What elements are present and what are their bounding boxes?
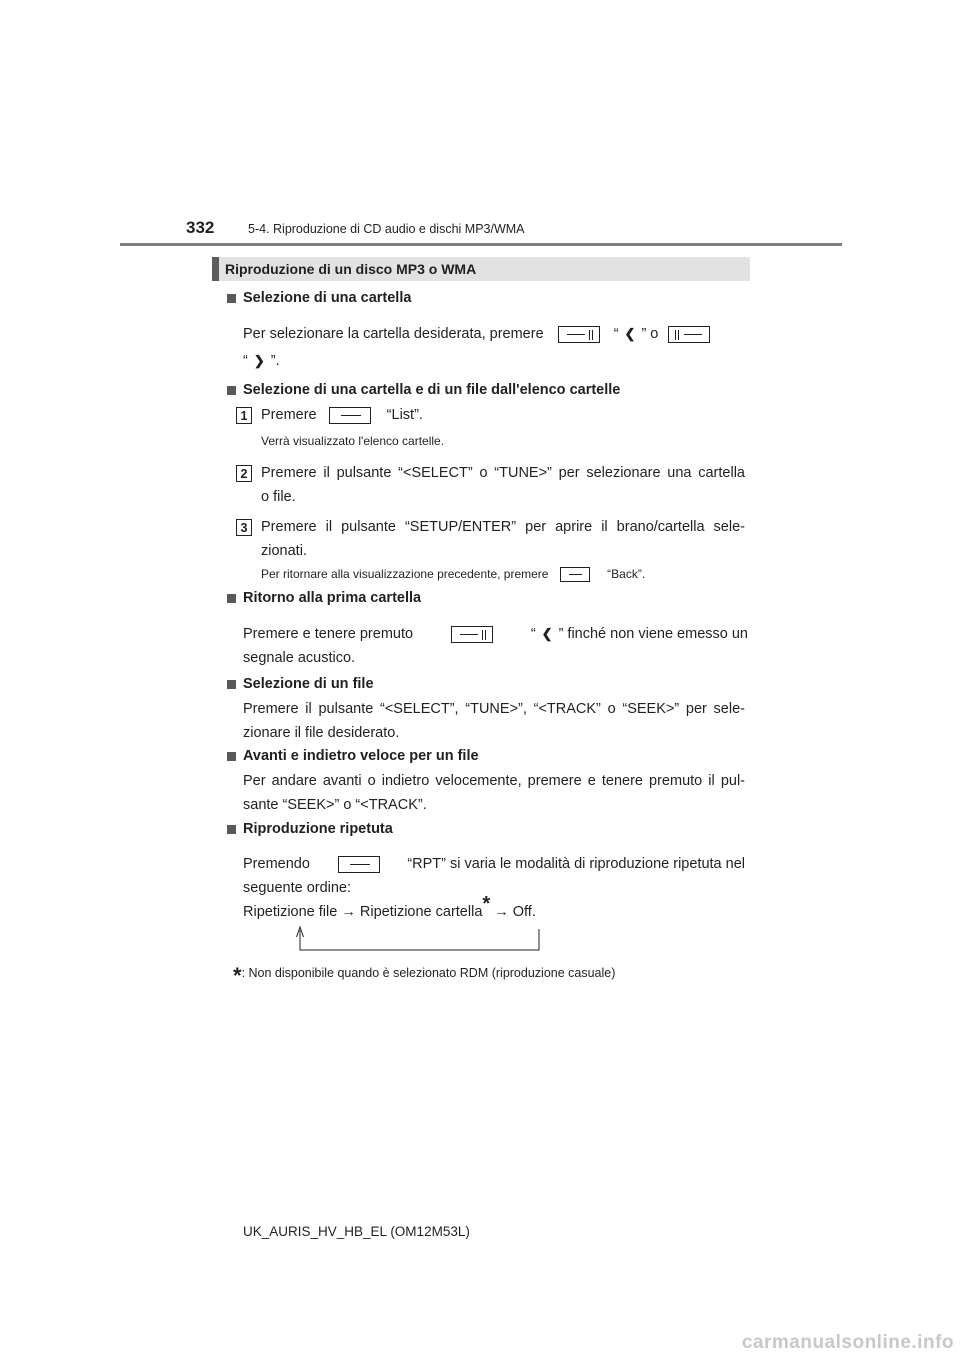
document-code: UK_AURIS_HV_HB_EL (OM12M53L) <box>243 1224 470 1239</box>
footnote: *: Non disponibile quando è selezionato RDM (riproduzione casuale) <box>233 963 616 988</box>
header-divider <box>120 243 842 246</box>
chevron-right-icon: ❯ <box>253 353 265 368</box>
folder-list-heading: Selezione di una cartella e di un file dall'elenco cartelle <box>243 382 621 398</box>
list-button-icon <box>329 407 371 424</box>
file-select-heading: Selezione di un file <box>243 676 374 692</box>
file-select-line1: Premere il pulsante “<SELECT”, “TUNE>”, “<TRACK” o “SEEK>” per sele- <box>243 701 745 717</box>
first-folder-line1: Premere e tenere premuto “ ❮ ” finché non viene emesso un <box>243 622 748 646</box>
section-heading: Riproduzione di un disco MP3 o WMA <box>225 261 477 277</box>
folder-select-line1: Per selezionare la cartella desiderata, premere “ ❮ ” o <box>243 322 748 346</box>
section-title: 5-4. Riproduzione di CD audio e dischi MP3/WMA <box>248 222 525 236</box>
asterisk: * <box>482 893 491 916</box>
chevron-left-icon: ❮ <box>624 326 636 341</box>
folder-select-text: Per selezionare la cartella desiderata, premere <box>243 326 544 342</box>
bullet-square-icon <box>227 680 236 689</box>
heading-accent <box>212 257 219 281</box>
first-folder-heading: Ritorno alla prima cartella <box>243 590 422 606</box>
step2-line1: Premere il pulsante “<SELECT” o “TUNE>” per selezionare una cartella <box>261 465 745 481</box>
arrow-right-icon: → <box>494 904 509 920</box>
bullet-square-icon <box>227 386 236 395</box>
folder-select-heading: Selezione di una cartella <box>243 290 412 306</box>
bullet-square-icon <box>227 752 236 761</box>
arrow-right-icon: → <box>341 904 356 920</box>
step3-note: Per ritornare alla visualizzazione precedente, premere “Back”. <box>261 567 646 581</box>
step3-line2: zionati. <box>261 543 307 559</box>
repeat-line1: Premendo “RPT” si varia le modalità di riproduzione ripetuta nel <box>243 856 745 872</box>
left-button-icon <box>558 326 600 343</box>
fast-forward-heading: Avanti e indietro veloce per un file <box>243 748 479 764</box>
step3-line1: Premere il pulsante “SETUP/ENTER” per aprire il brano/cartella sele- <box>261 519 745 535</box>
bullet-square-icon <box>227 294 236 303</box>
watermark: carmanualsonline.info <box>741 1332 954 1353</box>
step2-line2: o file. <box>261 489 296 505</box>
asterisk: * <box>233 963 242 988</box>
repeat-sequence: Ripetizione file → Ripetizione cartella* → Off. <box>243 893 536 920</box>
step-number: 1 <box>236 407 252 424</box>
fast-forward-line1: Per andare avanti o indietro velocemente, premere e tenere premuto il pul- <box>243 773 745 789</box>
step-number: 2 <box>236 465 252 482</box>
bullet-square-icon <box>227 825 236 834</box>
section-heading-bar <box>212 257 750 281</box>
right-button-icon <box>668 326 710 343</box>
back-button-icon <box>560 567 590 582</box>
fast-forward-line2: sante “SEEK>” o “<TRACK”. <box>243 797 427 813</box>
left-button-icon <box>451 626 493 643</box>
first-folder-line2: segnale acustico. <box>243 650 356 666</box>
step1-note: Verrà visualizzato l'elenco cartelle. <box>261 434 445 448</box>
chevron-left-icon: ❮ <box>541 626 553 641</box>
repeat-cycle-arrow <box>290 924 550 954</box>
page-number: 332 <box>186 218 215 237</box>
bullet-square-icon <box>227 594 236 603</box>
rpt-button-icon <box>338 856 380 873</box>
repeat-heading: Riproduzione ripetuta <box>243 821 393 837</box>
step1-text: Premere “List”. <box>261 407 423 423</box>
file-select-line2: zionare il file desiderato. <box>243 725 400 741</box>
step-number: 3 <box>236 519 252 536</box>
folder-select-line2: “ ❯ ”. <box>243 349 280 373</box>
repeat-line2: seguente ordine: <box>243 880 352 896</box>
